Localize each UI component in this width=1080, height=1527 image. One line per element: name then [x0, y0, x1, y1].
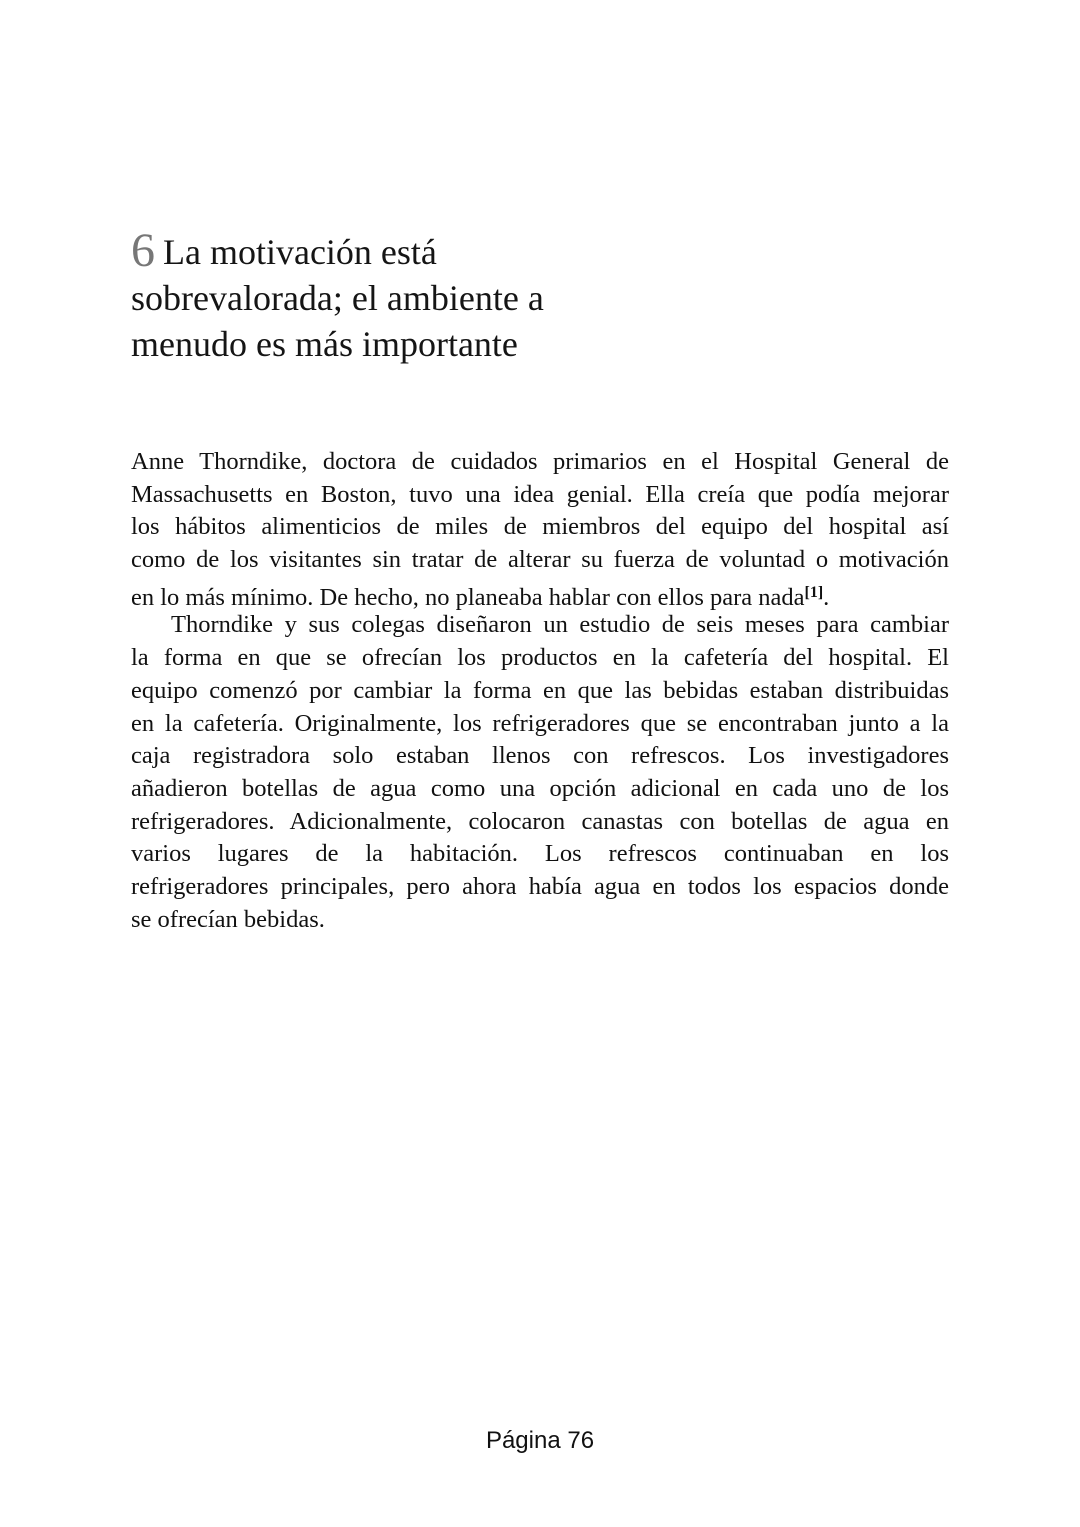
- text-line: equipo comenzó por cambiar la forma en que las bebidas estaban distribuidas: [131, 676, 949, 704]
- text-line: Thorndike y sus colegas diseñaron un estudio de seis meses para cambiar: [171, 611, 949, 639]
- chapter-number: 6: [131, 224, 155, 277]
- chapter-title-line: La motivación está: [163, 232, 437, 272]
- text-line: [131, 577, 949, 610]
- paragraph: [131, 446, 949, 609]
- text-line: en la cafetería. Originalmente, los refrigeradores que se encontraban junto a la: [131, 709, 949, 737]
- body-text: [131, 446, 949, 936]
- text-line: la forma en que se ofrecían los productos en la cafetería del hospital. El: [131, 644, 949, 672]
- text-line: los hábitos alimenticios de miles de miembros del equipo del hospital así: [131, 513, 949, 541]
- text-line: Anne Thorndike, doctora de cuidados primarios en el Hospital General de: [131, 448, 949, 475]
- chapter-heading: [131, 224, 691, 367]
- page-number: Página 76: [485, 1427, 595, 1454]
- text-line: Massachusetts en Boston, tuvo una idea genial. Ella creía que podía mejorar: [131, 480, 949, 508]
- chapter-title-line: menudo es más importante: [131, 324, 518, 364]
- text-line: añadieron botellas de agua como una opción adicional en cada uno de los: [131, 774, 949, 802]
- text-line: varios lugares de la habitación. Los refrescos continuaban en los: [131, 840, 949, 868]
- text-line: se ofrecían bebidas.: [131, 905, 325, 933]
- text-punctuation: .: [823, 583, 830, 611]
- chapter-title-line: sobrevalorada; el ambiente a: [131, 278, 544, 318]
- text-line: refrigeradores principales, pero ahora había agua en todos los espacios donde: [131, 872, 949, 900]
- text-line: como de los visitantes sin tratar de alterar su fuerza de voluntad o motivación: [131, 546, 949, 574]
- text-line-content: en lo más mínimo. De hecho, no planeaba hablar con ellos para nada: [131, 583, 805, 611]
- footnote-link[interactable]: [1]: [804, 583, 824, 601]
- text-line: caja registradora solo estaban llenos con refrescos. Los investigadores: [131, 742, 949, 770]
- text-line: refrigeradores. Adicionalmente, colocaron canastas con botellas de agua en: [131, 807, 949, 835]
- paragraph: [131, 609, 949, 936]
